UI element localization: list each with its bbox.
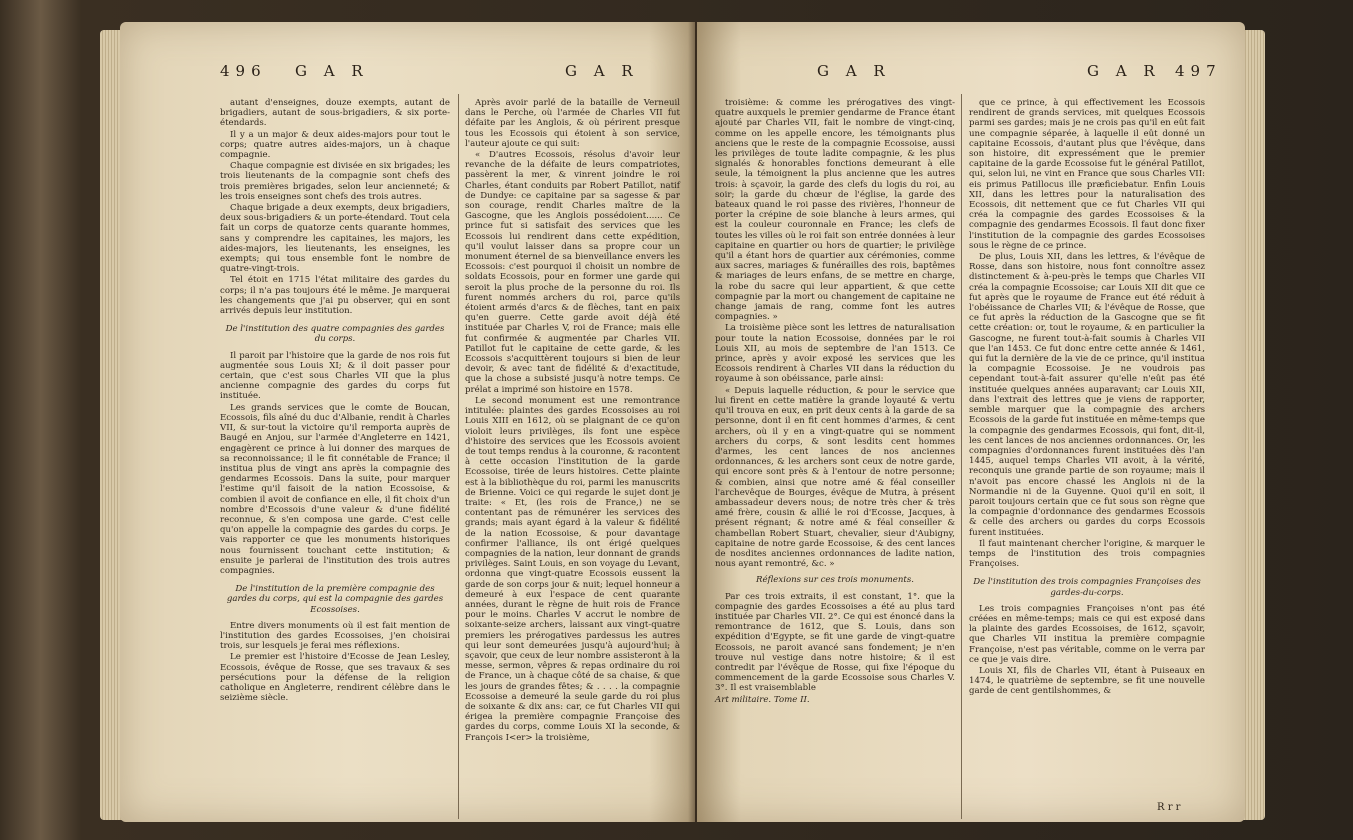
left-column-2 [465,98,680,744]
paragraph: Par ces trois extraits, il est constant, 1°. que la compagnie des gardes Ecossoises a été au plus tard instituée par Charles VII. 2°. Ce qui est énoncé dans la remontrance de 1612, que S. Louis, dans son expédition d'Egypte, se fit une garde de vingt-quatre Ecossois, ne paroit avancé sans fondement; je n'en trouve nul vestige dans notre histoire; & il est contredit par l'évêque de Rosse, qui fixe l'époque du commencement de la garde Ecossoise sous Charles V. 3°. Il est vraisemblable [715,591,955,694]
section-heading: De l'institution de la première compagnie des gardes du corps, qui est la compagnie des gardes Ecossoises. [226,584,444,615]
paragraph: Il paroit par l'histoire que la garde de nos rois fut augmentée sous Louis XI; & il doit passer pour certain, que c'est sous Charles VII que la plus ancienne compagnie des gardes du corps fut instituée. [220,350,450,402]
page-edges-left [100,30,122,820]
running-head-left: G A R [295,62,369,80]
running-head-right: G A R [817,62,891,80]
paragraph: Chaque brigade a deux exempts, deux brigadiers, deux sous-brigadiers & un porte-étendard. Tout cela fait un corps de quatorze cents quarante hommes, sans y comprendre les capitaines, les majors, les aides-majors, les lieutenants, les enseignes, les exempts; qui tous ensemble font le nombre de quatre-vingt-trois. [220,203,450,275]
paragraph: La troisième pièce sont les lettres de naturalisation pour toute la nation Ecossoise, données par le roi Louis XII, au mois de septembre de l'an 1513. Ce prince, après y avoir exposé les services que les Ecossois rendirent à Charles VII dans la réduction du royaume à son obéissance, parle ainsi: [715,323,955,385]
paragraph: troisième: & comme les prérogatives des vingt-quatre auxquels le premier gendarme de France étant ajouté par Charles VII, fait le nombre de vingt-cinq, comme on les appelle encore, les témoignants plus anciens que le reste de la compagnie Ecossoise, aussi les privilèges de toute ladite compagnie, & les plus signalés & honorables fonctions demeurant à elle seule, la témoignent la plus ancienne que les autres trois: à sçavoir, la garde des clefs du logis du roi, au soir; la garde du chœur de l'église, la garde des bateaux quand le roi passe des rivières, l'honneur de porter la crépine de soie blanche à leurs armes, qui est la couleur couronnale en France; les clefs de toutes les villes où le roi fait son entrée données à leur capitaine en quartier ou hors de quartier; le privilège qu'il a étant hors de quartier aux cérémonies, comme aux sacres, mariages & funérailles des rois, baptêmes & mariages de leurs enfans, de se mettre en charge, la robe du sacre qui leur appartient, & que cette compagnie par la mort ou changement de capitaine ne change jamais de rang, comme font les autres compagnies. » [715,98,955,323]
page-edges-right [1243,30,1265,820]
right-page [697,22,1245,822]
column-rule [458,94,459,819]
paragraph: Tel étoit en 1715 l'état militaire des gardes du corps; il n'a pas toujours été le même. Je marquerai les changements que j'ai pu observer, qui en sont arrivés depuis leur institution. [220,275,450,317]
section-heading: De l'institution des quatre compagnies des gardes du corps. [225,324,445,345]
signature-mark: R r r [1157,802,1181,813]
paragraph: « D'autres Ecossois, résolus d'avoir leur revanche de la défaite de leurs compatriotes, passèrent la mer, & vinrent joindre le roi Charles, étant conduits par Robert Patillot, natif de Dundye: ce capitaine par sa sagesse & par son courage, rendit Charles maître de la Gascogne, que les Anglois possédoient...... Ce prince fut si satisfait des services que les Ecossois lui rendirent dans cette expédition, qu'il voulut laisser dans sa propre cour un monument éternel de sa bienveillance envers les Ecossois: c'est pourquoi il choisit un nombre de soldats Ecossois, pour en former une garde qui seroit la plus proche de la personne du roi. Ils furent nommés archers du roi, parce qu'ils étoient armés d'arcs & de flèches, tant en paix qu'en guerre. Cette garde avoit déjà été instituée par Charles V, roi de France; mais elle fut confirmée & augmentée par Charles VII. Patillot fut le capitaine de cette garde, & les Ecossois s'acquittèrent toujours si bien de leur devoir, & avec tant de fidélité & d'exactitude, que la chose a subsisté jusqu'à notre temps. Ce prélat a imprimé son histoire en 1578. [465,150,680,395]
paragraph: Chaque compagnie est divisée en six brigades; les trois lieutenants de la compagnie sont chefs des trois premières brigades, selon leur ancienneté; & les trois enseignes sont chefs des trois autres. [220,161,450,202]
page-number-left: 496 [220,62,267,80]
column-rule [961,94,962,819]
paragraph: Louis XI, fils de Charles VII, étant à Puiseaux en 1474, le quatrième de septembre, se fit une nouvelle garde de cent gentilshommes, & [969,665,1205,697]
paragraph: Il faut maintenant chercher l'origine, & marquer le temps de l'institution des trois compagnies Françoises. [969,538,1205,570]
paragraph: Après avoir parlé de la bataille de Verneuil dans le Perche, où l'armée de Charles VII fut défaite par les Anglois, & où périrent presque tous les Ecossois qui étoient à son service, l'auteur ajoute ce qui suit: [465,98,680,149]
section-heading: De l'institution des trois compagnies Françoises des gardes-du-corps. [973,577,1201,598]
paragraph: Les grands services que le comte de Boucan, Ecossois, fils aîné du duc d'Albanie, rendit à Charles VII, & sur-tout la victoire qu'il remporta auprès de Baugé en Anjou, sur l'armée d'Angleterre en 1421, engagèrent ce prince à lui donner des marques de sa reconnoissance; il le fit connétable de France; il institua plus de vingt ans après la compagnie des gendarmes Ecossois. Dans la suite, pour marquer l'estime qu'il faisoit de la nation Ecossoise, & combien il avoit de confiance en elle, il fit choix d'un nombre d'Ecossois d'une valeur & d'une fidélité reconnue, & s'en composa une garde. C'est celle qu'on appelle la compagnie des gardes du corps. Je vais rapporter ce que les monuments historiques nous fournissent touchant cette institution; & ensuite je parlerai de l'institution des trois autres compagnies. [220,402,450,576]
paragraph: Il y a un major & deux aides-majors pour tout le corps; quatre autres aides-majors, un à chaque compagnie. [220,129,450,161]
right-column-2 [969,98,1205,698]
footer-title: Art militaire. Tome II. [715,694,810,705]
left-column-1 [220,98,450,704]
right-column-1 [715,98,955,706]
paragraph: Les trois compagnies Françoises n'ont pas été créées en même-temps; mais ce qui est exposé dans la plainte des gardes Ecossoises, de 1612, sçavoir, que Charles VII institua la première compagnie Françoise, n'est pas véritable, comme on le verra par ce que je vais dire. [969,603,1205,665]
running-head-right-col2: G A R [1087,62,1161,80]
paragraph: De plus, Louis XII, dans les lettres, & l'évêque de Rosse, dans son histoire, nous font connoître assez distinctement & à-peu-près le temps que Charles VII créa la compagnie Ecossoise; car Louis XII dit que ce fut après que le royaume de France eut été réduit à l'obéissance de Charles VII; & l'évêque de Rosse, que ce fut après la réduction de la Gascogne que se fit cette création: or, tout le royaume, & en particulier la Gascogne, ne furent tout-à-fait soumis à Charles VII que l'an 1453. Ce fut donc entre cette année & 1461, qui fut la dernière de la vie de ce prince, qu'il institua la compagnie Ecossoise. Je ne voudrois pas cependant tout-à-fait assurer qu'elle n'eût pas été instituée quelques années auparavant; car Louis XII, dans l'extrait des lettres que je viens de rapporter, semble marquer que la compagnie des archers Ecossois de la garde fut instituée en même-temps que la compagnie des gendarmes Ecossois, qui font, dit-il, les cent lances de nos anciennes ordonnances. Or, les compagnies d'ordonnances furent instituées dès l'an 1445, auquel temps Charles VII avoit, à la vérité, reconquis une grande partie de son royaume; mais il n'avoit pas encore chassé les Anglois ni de la Normandie ni de la Guyenne. Quoi qu'il en soit, il paroit toujours certain que ce fut sous son règne que la compagnie d'ordonnance des gendarmes Ecossois & celle des archers ou gardes du corps Ecossois furent instituées. [969,252,1205,538]
paragraph: que ce prince, à qui effectivement les Ecossois rendirent de grands services, mit quelques Ecossois parmi ses gardes; mais je ne crois pas qu'il en eût fait une compagnie séparée, à laquelle il eût donné un capitaine Ecossois, d'autant plus que l'évêque, dans son histoire, dit expressément que le premier capitaine de la garde Ecossoise fut le général Patillot, qui, selon lui, ne vint en France que sous Charles VII: eis primus Patillocus ille præficiebatur. Enfin Louis XII, dans les lettres pour la naturalisation des Ecossois, dit nettement que ce fut Charles VII qui créa la compagnie des gardes Ecossoises & la compagnie des gendarmes Ecossois. Il faut donc fixer l'institution de la compagnie des gardes Ecossoises sous le règne de ce prince. [969,98,1205,251]
paragraph: Le second monument est une remontrance intitulée: plaintes des gardes Ecossoises au roi Louis XIII en 1612, où se plaignant de ce qu'on violoit leurs privilèges, ils font une espèce d'histoire des services que les Ecossois avoient de tout temps rendus à la couronne, & racontent à cette occasion l'institution de la garde Ecossoise, tirée de leurs histoires. Cette plainte est à la bibliothèque du roi, parmi les manuscrits de Brienne. Voici ce qui regarde le sujet dont je traite: « Et, (les rois de France,) ne se contentant pas de rémunérer les services des grands; mais ayant égard à la valeur & fidélité de la nation Ecossoise, & pour davantage confirmer l'alliance, ils ont érigé quelques compagnies de la nation, leur donnant de grands privilèges. Saint Louis, en son voyage du Levant, ordonna que vingt-quatre Ecossois eussent la garde de son corps jour & nuit; lequel honneur a demeuré à eux l'espace de cent quarante années, durant le règne de huit rois de France pour le moins. Charles V accrut le nombre de soixante-seize archers, laissant aux vingt-quatre premiers les prérogatives pardessus les autres qui leur sont demeurées jusqu'à aujourd'hui; à sçavoir, que ceux de leur nombre assisteront à la messe, sermon, vêpres & repas ordinaire du roi de France, un à chaque côté de sa chaise, & que les jours de grandes fêtes; & . . . . la compagnie Ecossoise a demeuré la seule garde du roi plus de soixante & dix ans: car, ce fut Charles VII qui érigea la première compagnie Françoise des gardes du corps, comme Louis XI la seconde, & François I<er> la troisième, [465,395,680,743]
paragraph: Entre divers monuments où il est fait mention de l'institution des gardes Ecossoises, j'en choisirai trois, sur lesquels je ferai mes réflexions. [220,620,450,652]
section-heading: Réflexions sur ces trois monuments. [755,575,915,586]
page-number-right: 497 [1175,62,1222,80]
paragraph: Le premier est l'histoire d'Ecosse de Jean Lesley, Ecossois, évêque de Rosse, que ses travaux & ses persécutions pour la défense de la religion catholique en Angleterre, rendirent célèbre dans le seizième siècle. [220,652,450,704]
running-head-left-col2: G A R [565,62,639,80]
paragraph: autant d'enseignes, douze exempts, autant de brigadiers, autant de sous-brigadiers, & six porte-étendards. [220,98,450,129]
paragraph: « Depuis laquelle réduction, & pour le service que lui firent en cette matière la grande loyauté & vertu qu'il trouva en eux, en prit deux cents à la garde de sa personne, dont il en fit cent hommes d'armes, & cent archers, où il y en a vingt-quatre qui se nomment archers du corps, & sont lesdits cent hommes d'armes, les cent lances de nos anciennes ordonnances, & les archers sont ceux de notre garde, qui encore sont près & à l'entour de notre personne; & combien, ainsi que notre amé & féal conseiller l'archevêque de Bourges, évêque de Mutra, à présent ambassadeur devers nous; de notre très cher & très amé frère, cousin & allié le roi d'Ecosse, Jacques, à présent régnant; & notre amé & féal conseiller & chambellan Robert Stuart, chevalier, sieur d'Aubigny, capitaine de notre garde Ecossoise, & des cent lances de nosdites anciennes ordonnances de ladite nation, nous ayant remontré, &c. » [715,385,955,570]
left-page [120,22,695,822]
